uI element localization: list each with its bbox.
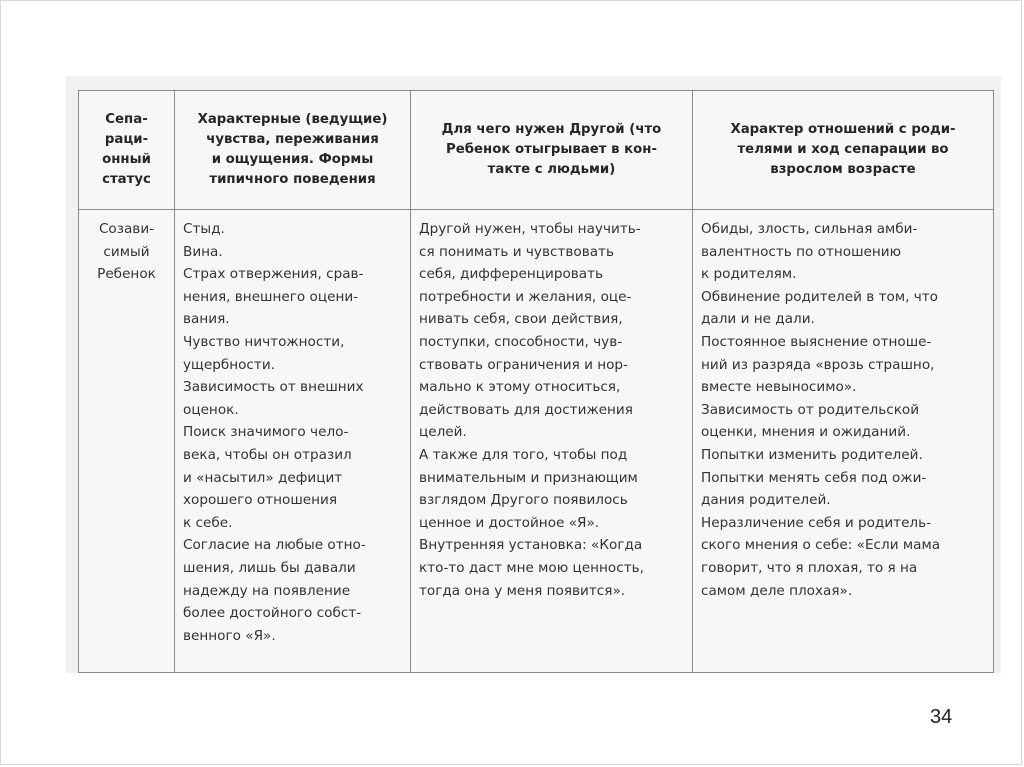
text-line: оценок. [183, 401, 239, 418]
text-line: Постоянное выяснение отноше- [701, 333, 932, 350]
text-line: потребности и желания, оце- [419, 288, 632, 305]
text-line: более достойного собст- [183, 605, 362, 622]
text-line: мально к этому относиться, [419, 379, 621, 396]
text-line: ущербности. [183, 356, 275, 373]
text-line: валентность по отношению [701, 243, 902, 260]
text-line: ценное и достойное «Я». [419, 514, 600, 531]
text-line: Зависимость от родительской [701, 401, 920, 418]
text-line: Обвинение родителей в том, что [701, 288, 938, 305]
cell-parents [693, 210, 994, 673]
text-line: симый [103, 243, 150, 260]
text-line: венного «Я». [183, 627, 276, 644]
text-line: века, чтобы он отразил [183, 446, 352, 463]
header-characteristic-feelings [175, 91, 411, 210]
text-line: Страх отвержения, срав- [183, 266, 364, 283]
text-line: Поиск значимого чело- [183, 424, 349, 441]
text-line: чувства, переживания [206, 132, 379, 147]
text-line: дали и не дали. [701, 311, 815, 328]
text-line: внимательным и признающим [419, 469, 638, 486]
text-line: тогда она у меня появится». [419, 582, 626, 599]
text-line: Неразличение себя и родитель- [701, 514, 932, 531]
text-line: статус [102, 172, 151, 187]
text-line: раци- [104, 132, 149, 147]
text-line: взрослом возрасте [770, 162, 916, 177]
text-line: вания. [183, 311, 230, 328]
text-line: Характер отношений с роди- [730, 122, 956, 137]
header-parent-relationship [693, 91, 994, 210]
table-row [79, 210, 994, 673]
text-line: вместе невыносимо». [701, 379, 857, 396]
text-line: шения, лишь бы давали [183, 559, 356, 576]
text-line: Ребенок отыгрывает в кон- [445, 142, 658, 157]
text-line: Зависимость от внешних [183, 379, 364, 396]
cell-other [411, 210, 693, 673]
text-line: Созави- [98, 221, 155, 237]
text-line: кто-то даст мне мою ценность, [419, 559, 644, 576]
text-line: взглядом Другого появилось [419, 492, 628, 509]
page-number: 34 [930, 706, 953, 728]
text-line: ствовать ограничения и нор- [419, 356, 628, 373]
text-line: целей. [419, 424, 467, 441]
text-line: дания родителей. [701, 492, 831, 509]
text-line: говорит, что я плохая, то я на [701, 559, 918, 576]
text-line: Характерные (ведущие) [197, 112, 388, 127]
text-line: надежду на появление [183, 582, 351, 599]
header-why-other-needed [411, 91, 693, 210]
text-line: ского мнения о себе: «Если мама [701, 537, 941, 554]
text-line: Внутренняя установка: «Когда [419, 537, 643, 554]
text-line: и «насытил» дефицит [183, 469, 343, 486]
cell-feelings [175, 210, 411, 673]
text-line: Другой нужен, чтобы научить- [419, 221, 641, 237]
separation-status-table [78, 90, 994, 673]
text-line: такте с людьми) [487, 162, 616, 177]
text-line: Вина. [183, 243, 223, 260]
text-line: Согласие на любые отно- [183, 537, 366, 554]
text-line: хорошего отношения [183, 492, 338, 509]
text-line: поступки, способности, чув- [419, 333, 623, 350]
text-line: себя, дифференцировать [419, 266, 604, 283]
table-header-row [79, 91, 994, 210]
text-line: ний из разряда «врозь страшно, [701, 356, 935, 373]
text-line: онный [102, 152, 151, 167]
text-line: телями и ход сепарации во [737, 142, 949, 157]
text-line: Попытки изменить родителей. [701, 446, 923, 463]
text-line: типичного поведения [209, 172, 376, 187]
header-separation-status [79, 91, 175, 210]
text-line: нивать себя, свои действия, [419, 311, 623, 328]
text-line: Сепа- [105, 112, 148, 127]
text-line: ся понимать и чувствовать [419, 243, 614, 260]
cell-status [79, 210, 175, 673]
text-line: Попытки менять себя под ожи- [701, 469, 927, 486]
text-line: Обиды, злость, сильная амби- [701, 221, 918, 237]
text-line: и ощущения. Формы [211, 152, 374, 167]
text-line: оценки, мнения и ожиданий. [701, 424, 911, 441]
text-line: Стыд. [183, 221, 225, 237]
text-line: самом деле плохая». [701, 582, 853, 599]
text-line: нения, внешнего оцени- [183, 288, 359, 305]
text-line: Ребенок [97, 266, 156, 283]
text-line: к себе. [183, 514, 233, 531]
text-line: действовать для достижения [419, 401, 633, 418]
text-line: Чувство ничтожности, [183, 333, 345, 350]
text-line: к родителям. [701, 266, 797, 283]
text-line: Для чего нужен Другой (что [441, 122, 662, 137]
text-line: А также для того, чтобы под [419, 446, 628, 463]
